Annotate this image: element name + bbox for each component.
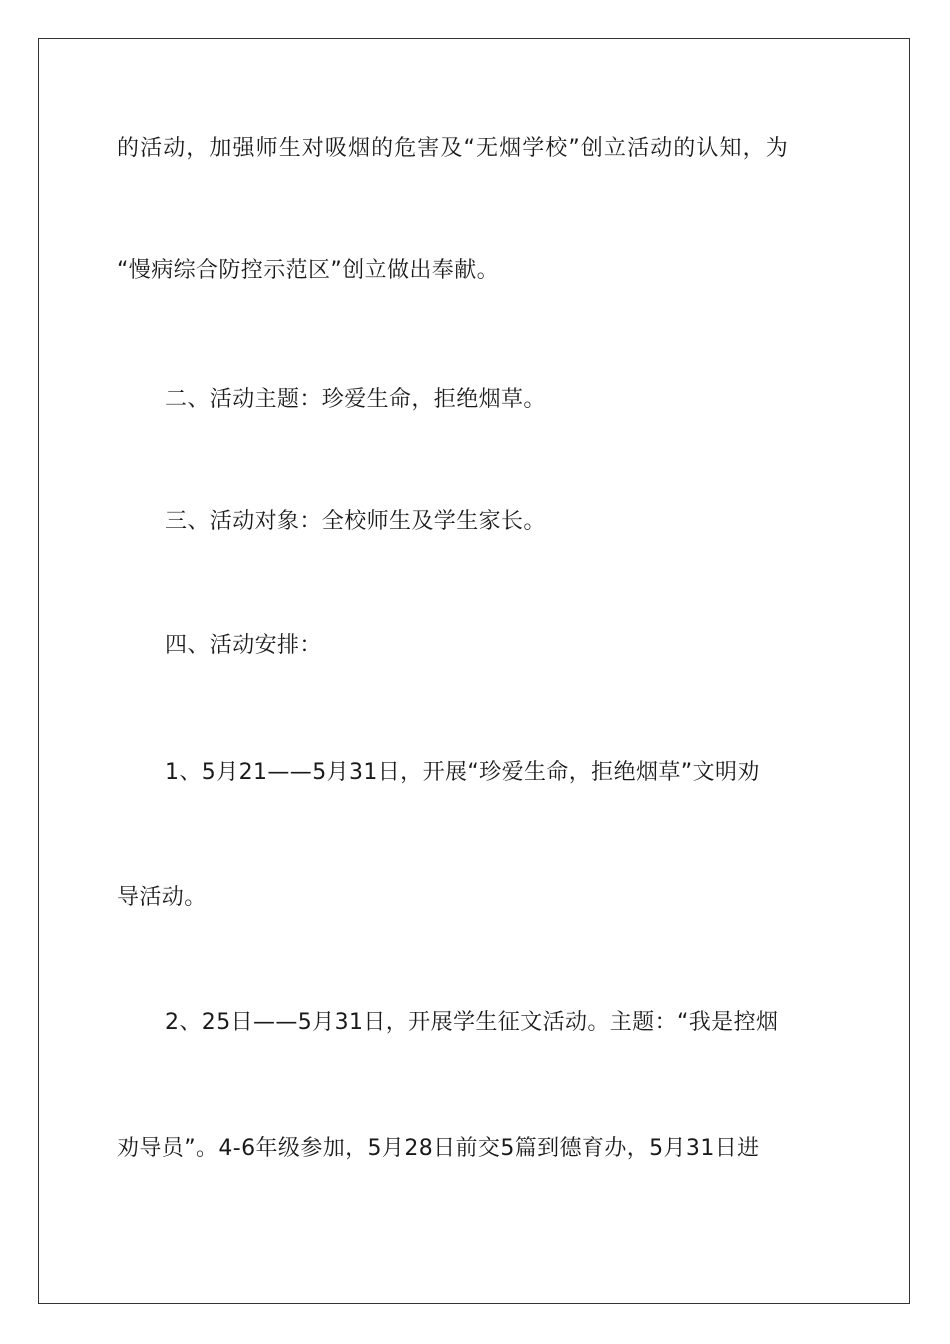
body-text-line: 的活动，加强师生对吸烟的危害及“无烟学校”创立活动的认知，为 <box>117 136 789 161</box>
body-text-line: 导活动。 <box>117 885 207 910</box>
section-heading-schedule: 四、活动安排： <box>165 633 322 658</box>
section-heading-audience: 三、活动对象：全校师生及学生家长。 <box>165 509 546 534</box>
body-text-line: “慢病综合防控示范区”创立做出奉献。 <box>117 258 499 283</box>
section-heading-theme: 二、活动主题：珍爱生命，拒绝烟草。 <box>165 387 546 412</box>
body-text-line: 劝导员”。4-6年级参加，5月28日前交5篇到德育办，5月31日进 <box>117 1136 760 1161</box>
schedule-item-2: 2、25日——5月31日，开展学生征文活动。主题：“我是控烟 <box>165 1010 779 1035</box>
page-border <box>38 38 910 1304</box>
schedule-item-1: 1、5月21——5月31日，开展“珍爱生命，拒绝烟草”文明劝 <box>165 760 760 785</box>
